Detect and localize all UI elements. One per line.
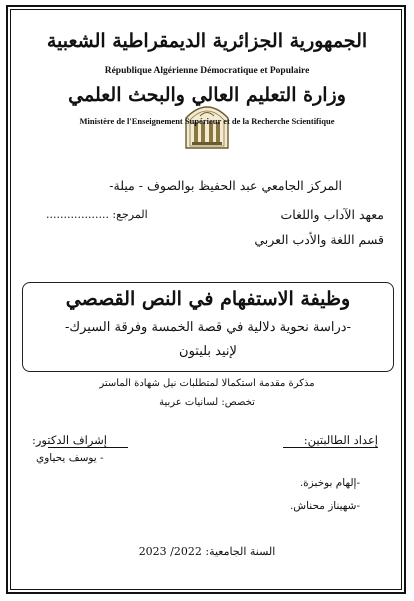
thesis-subtitle: -دراسة نحوية دلالية في قصة الخمسة وفرقة السيرك- (64, 320, 351, 335)
student-name-2: -شهيناز محناش. (289, 500, 360, 512)
supervisor-name: - يوسف يحياوي (36, 452, 104, 464)
republic-title-french: République Algérienne Démocratique et Populaire (104, 66, 310, 76)
university-center-name: المركز الجامعي عبد الحفيظ بوالصوف - ميلة- (109, 178, 342, 193)
student-name-1: -إلهام بوخبزة. (299, 477, 360, 489)
republic-title-arabic: الجمهورية الجزائرية الديمقراطية الشعبية (46, 30, 368, 52)
ministry-title-french: Ministère de l'Enseignement Supérieur et de la Recherche Scientifique (79, 116, 335, 126)
students-label-underline (283, 447, 378, 448)
supervisor-label-underline (48, 447, 128, 448)
story-author: لإنيد بليتون (179, 344, 237, 359)
supervisor-label: إشراف الدكتور: (32, 433, 107, 447)
institute-name: معهد الآداب واللغات (280, 207, 384, 222)
thesis-main-title: وظيفة الاستفهام في النص القصصي (65, 288, 351, 310)
ministry-title-arabic: وزارة التعليم العالي والبحث العلمي (68, 84, 346, 106)
students-label: إعداد الطالبتين: (303, 433, 378, 447)
department-name: قسم اللغة والأدب العربي (254, 232, 384, 247)
specialty-line: تخصص: لسانيات عربية (159, 397, 255, 408)
reference-field: المرجع: .................. (46, 208, 148, 221)
academic-year: السنة الجامعية: 2022/ 2023 (138, 545, 276, 558)
memo-statement: مذكرة مقدمة استكمالا لمتطلبات نيل شهادة الماستر (99, 378, 315, 389)
